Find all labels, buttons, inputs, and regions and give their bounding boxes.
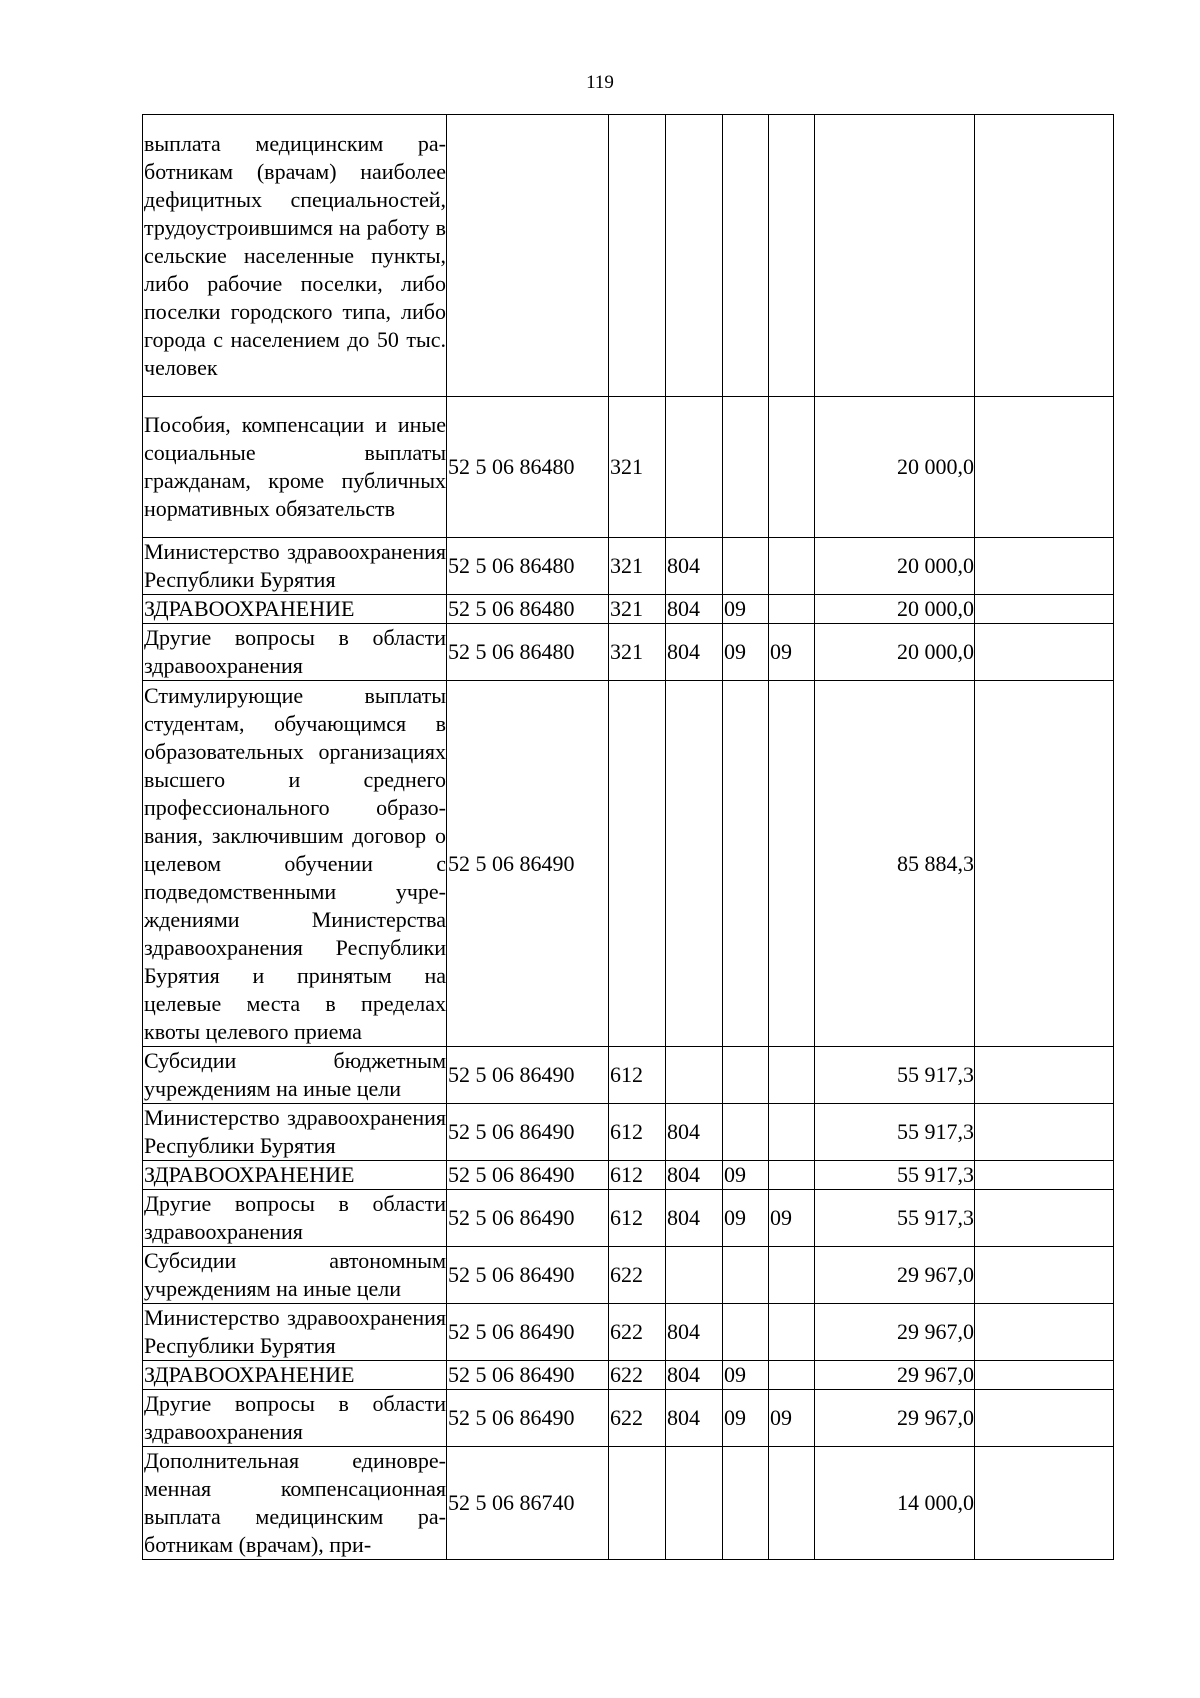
- row-rz: [723, 1304, 769, 1361]
- row-amount: 20 000,0: [815, 397, 975, 538]
- table-row: [143, 115, 1114, 397]
- row-name: Другие вопросы в области здравоохранения: [143, 1190, 447, 1247]
- row-amount: 14 000,0: [815, 1447, 975, 1560]
- table-row: [143, 624, 1114, 681]
- row-amount: 55 917,3: [815, 1047, 975, 1104]
- page-number: 119: [586, 72, 614, 93]
- row-extra: [975, 681, 1114, 1047]
- table-row: [143, 1304, 1114, 1361]
- row-csr: 52 5 06 86490: [447, 1104, 609, 1161]
- table-row: [143, 1447, 1114, 1560]
- row-vr: 622: [609, 1390, 666, 1447]
- row-csr: 52 5 06 86480: [447, 397, 609, 538]
- row-grbs: 804: [666, 1304, 723, 1361]
- row-amount: 55 917,3: [815, 1190, 975, 1247]
- row-rz: 09: [723, 624, 769, 681]
- row-csr: 52 5 06 86490: [447, 1390, 609, 1447]
- row-extra: [975, 1390, 1114, 1447]
- row-vr: 321: [609, 397, 666, 538]
- row-vr: 612: [609, 1190, 666, 1247]
- row-grbs: [666, 115, 723, 397]
- row-name: Пособия, компенсации и иные социальные выплаты гражданам, кроме публичных нормативных обязательств: [143, 397, 447, 538]
- row-vr: 612: [609, 1104, 666, 1161]
- row-rz: [723, 115, 769, 397]
- row-csr: 52 5 06 86490: [447, 681, 609, 1047]
- row-grbs: 804: [666, 1190, 723, 1247]
- row-extra: [975, 1161, 1114, 1190]
- table-row: [143, 1361, 1114, 1390]
- row-name: Субсидии автономным учреждениям на иные цели: [143, 1247, 447, 1304]
- row-extra: [975, 115, 1114, 397]
- row-csr: 52 5 06 86480: [447, 595, 609, 624]
- row-rz: 09: [723, 1361, 769, 1390]
- row-rz: [723, 538, 769, 595]
- row-pr: [769, 538, 815, 595]
- row-pr: [769, 1104, 815, 1161]
- row-extra: [975, 595, 1114, 624]
- row-grbs: 804: [666, 1104, 723, 1161]
- row-rz: [723, 1047, 769, 1104]
- row-extra: [975, 1247, 1114, 1304]
- row-extra: [975, 1447, 1114, 1560]
- row-amount: 20 000,0: [815, 624, 975, 681]
- row-pr: 09: [769, 1390, 815, 1447]
- row-amount: [815, 115, 975, 397]
- row-name: выплата медицинским работникам (врачам) наиболее дефицитных специальностей, трудоустроившимся на работу в сельские населенные пункты, либо рабочие поселки, либо поселки городского типа, либо города с населением до 50 тыс. человек: [143, 115, 447, 397]
- row-grbs: [666, 1047, 723, 1104]
- row-name: Другие вопросы в области здравоохранения: [143, 1390, 447, 1447]
- row-vr: 321: [609, 624, 666, 681]
- table-row: [143, 1390, 1114, 1447]
- row-extra: [975, 397, 1114, 538]
- row-vr: 622: [609, 1247, 666, 1304]
- row-vr: 321: [609, 595, 666, 624]
- row-csr: 52 5 06 86490: [447, 1247, 609, 1304]
- row-rz: 09: [723, 1161, 769, 1190]
- row-vr: 612: [609, 1161, 666, 1190]
- table-row: [143, 1161, 1114, 1190]
- row-extra: [975, 1047, 1114, 1104]
- row-grbs: [666, 1247, 723, 1304]
- row-csr: 52 5 06 86490: [447, 1190, 609, 1247]
- table-row: [143, 1190, 1114, 1247]
- row-amount: 29 967,0: [815, 1361, 975, 1390]
- row-grbs: 804: [666, 624, 723, 681]
- row-rz: 09: [723, 1190, 769, 1247]
- row-amount: 20 000,0: [815, 538, 975, 595]
- row-rz: [723, 1104, 769, 1161]
- row-grbs: 804: [666, 1361, 723, 1390]
- row-amount: 29 967,0: [815, 1390, 975, 1447]
- row-name: ЗДРАВООХРАНЕНИЕ: [143, 1161, 447, 1190]
- table-row: [143, 1104, 1114, 1161]
- row-rz: [723, 681, 769, 1047]
- row-rz: [723, 1447, 769, 1560]
- row-vr: 612: [609, 1047, 666, 1104]
- row-name: ЗДРАВООХРАНЕНИЕ: [143, 595, 447, 624]
- row-pr: 09: [769, 1190, 815, 1247]
- row-name: Министерство здравоохранения Республики Бурятия: [143, 1104, 447, 1161]
- row-extra: [975, 1361, 1114, 1390]
- row-pr: [769, 681, 815, 1047]
- row-extra: [975, 1104, 1114, 1161]
- table-row: [143, 1047, 1114, 1104]
- row-amount: 20 000,0: [815, 595, 975, 624]
- row-name: ЗДРАВООХРАНЕНИЕ: [143, 1361, 447, 1390]
- row-vr: [609, 1447, 666, 1560]
- row-pr: [769, 1247, 815, 1304]
- table-row: [143, 1247, 1114, 1304]
- row-grbs: [666, 397, 723, 538]
- row-grbs: 804: [666, 595, 723, 624]
- row-grbs: 804: [666, 1161, 723, 1190]
- row-grbs: [666, 681, 723, 1047]
- table-row: [143, 681, 1114, 1047]
- row-amount: 85 884,3: [815, 681, 975, 1047]
- row-csr: [447, 115, 609, 397]
- row-extra: [975, 1190, 1114, 1247]
- row-extra: [975, 624, 1114, 681]
- row-extra: [975, 1304, 1114, 1361]
- table-row: [143, 538, 1114, 595]
- row-extra: [975, 538, 1114, 595]
- row-amount: 55 917,3: [815, 1104, 975, 1161]
- row-csr: 52 5 06 86480: [447, 538, 609, 595]
- row-name: Стимулирующие выплаты студентам, обучающимся в образовательных организациях высшего и среднего профессионального образования, заключившим договор о целевом обучении с подведомственными учреждениями Министерства здравоохранения Республики Бурятия и принятым на целевые места в пределах квоты целевого приема: [143, 681, 447, 1047]
- row-name: Субсидии бюджетным учреждениям на иные цели: [143, 1047, 447, 1104]
- row-pr: [769, 1161, 815, 1190]
- budget-table: [142, 114, 1114, 1560]
- row-csr: 52 5 06 86480: [447, 624, 609, 681]
- row-pr: 09: [769, 624, 815, 681]
- row-grbs: 804: [666, 1390, 723, 1447]
- row-pr: [769, 1304, 815, 1361]
- row-rz: 09: [723, 595, 769, 624]
- row-rz: [723, 397, 769, 538]
- row-vr: 622: [609, 1361, 666, 1390]
- table-row: [143, 595, 1114, 624]
- row-csr: 52 5 06 86740: [447, 1447, 609, 1560]
- row-amount: 55 917,3: [815, 1161, 975, 1190]
- row-name: Другие вопросы в области здравоохранения: [143, 624, 447, 681]
- row-pr: [769, 115, 815, 397]
- row-name: Дополнительная единовременная компенсационная выплата медицинским работникам (врачам), при-: [143, 1447, 447, 1560]
- row-pr: [769, 1361, 815, 1390]
- row-grbs: [666, 1447, 723, 1560]
- row-csr: 52 5 06 86490: [447, 1161, 609, 1190]
- row-rz: 09: [723, 1390, 769, 1447]
- row-csr: 52 5 06 86490: [447, 1047, 609, 1104]
- row-vr: 622: [609, 1304, 666, 1361]
- row-amount: 29 967,0: [815, 1247, 975, 1304]
- row-vr: [609, 681, 666, 1047]
- row-pr: [769, 595, 815, 624]
- row-grbs: 804: [666, 538, 723, 595]
- row-amount: 29 967,0: [815, 1304, 975, 1361]
- row-csr: 52 5 06 86490: [447, 1361, 609, 1390]
- row-pr: [769, 1447, 815, 1560]
- row-name: Министерство здравоохранения Республики Бурятия: [143, 538, 447, 595]
- table-row: [143, 397, 1114, 538]
- row-csr: 52 5 06 86490: [447, 1304, 609, 1361]
- row-pr: [769, 397, 815, 538]
- row-name: Министерство здравоохранения Республики Бурятия: [143, 1304, 447, 1361]
- row-pr: [769, 1047, 815, 1104]
- row-vr: 321: [609, 538, 666, 595]
- row-vr: [609, 115, 666, 397]
- row-rz: [723, 1247, 769, 1304]
